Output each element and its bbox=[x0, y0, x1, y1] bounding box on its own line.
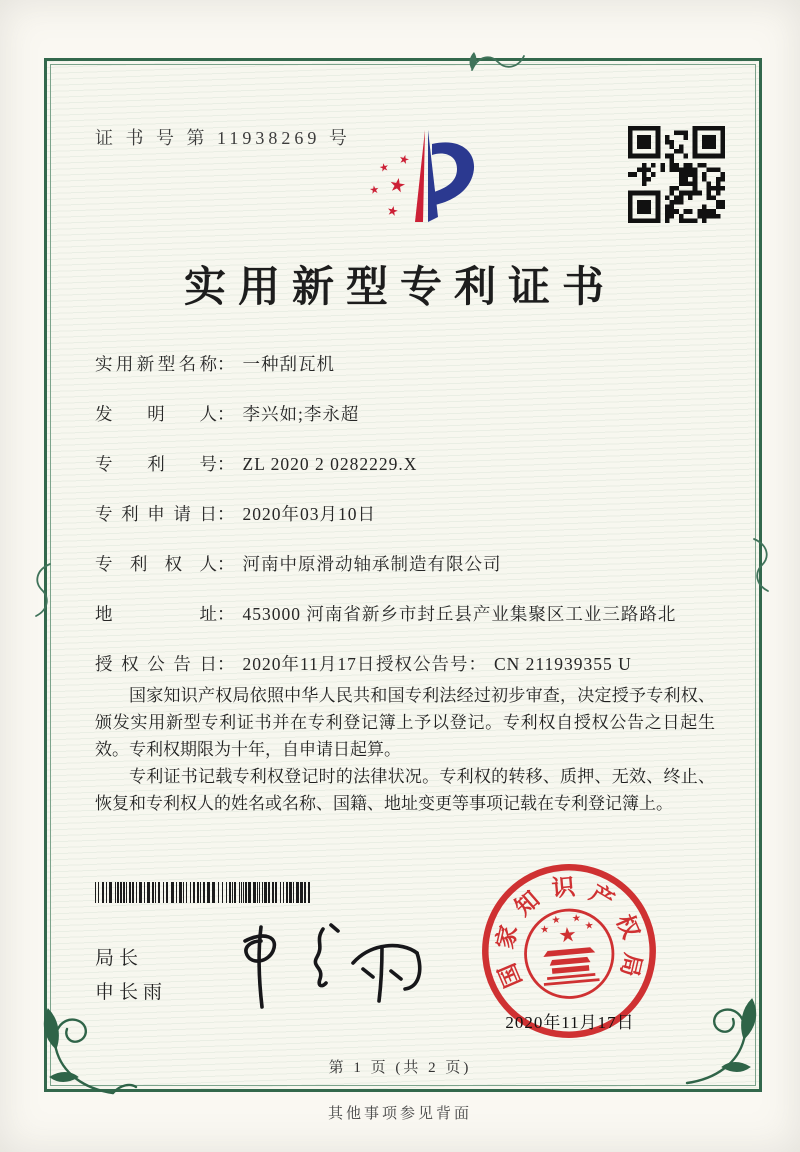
field-row-name bbox=[95, 352, 715, 376]
seal-char: 产 bbox=[584, 880, 619, 915]
field-value: 李兴如;李永超 bbox=[242, 404, 360, 424]
svg-text:★: ★ bbox=[551, 914, 562, 927]
seal-date: 2020年11月17日 bbox=[505, 1013, 635, 1032]
edge-ornament-top-icon bbox=[468, 46, 528, 82]
svg-text:★: ★ bbox=[571, 913, 582, 925]
legal-paragraph-2: 专利证书记载专利权登记时的法律状况。专利权的转移、质押、无效、终止、恢复和专利权人的姓名或名称、国籍、地址变更等事项记载在专利登记簿上。 bbox=[95, 767, 715, 813]
colon: ： bbox=[217, 504, 235, 524]
svg-text:★: ★ bbox=[397, 151, 412, 168]
legal-paragraph-1: 国家知识产权局依照中华人民共和国专利法经过初步审查，决定授予专利权、颁发实用新型专利证书并在专利登记簿上予以登记。专利权自授权公告之日起生效。专利权期限为十年，自申请日起算。 bbox=[95, 686, 715, 759]
seal-char: 知 bbox=[510, 886, 545, 922]
colon: ： bbox=[217, 454, 235, 474]
field-label: 发明人 bbox=[95, 404, 217, 424]
svg-text:★: ★ bbox=[539, 924, 550, 936]
corner-flourish-bottom-right-icon bbox=[662, 975, 782, 1095]
field-label: 专利号 bbox=[95, 454, 217, 474]
colon: ： bbox=[217, 554, 235, 574]
colon: ： bbox=[468, 654, 486, 674]
field-row-grant bbox=[95, 652, 715, 676]
seal-char: 识 bbox=[550, 874, 577, 903]
director-name: 申长雨 bbox=[95, 982, 168, 1003]
certificate-title: 实用新型专利证书 bbox=[183, 265, 616, 311]
field-row-patent-no bbox=[95, 452, 715, 476]
svg-text:★: ★ bbox=[584, 920, 595, 933]
field-value: 453000 河南省新乡市封丘县产业集聚区工业三路路北 bbox=[242, 604, 677, 624]
field-value: ZL 2020 2 0282229.X bbox=[242, 454, 418, 474]
director-title: 局长 bbox=[95, 948, 144, 969]
field-value: CN 211939355 U bbox=[494, 654, 632, 674]
field-label: 地址 bbox=[95, 604, 217, 624]
field-grant-date bbox=[95, 652, 376, 676]
certificate-number: 证 书 号 第 11938269 号 bbox=[95, 128, 351, 148]
field-label: 授权公告日 bbox=[95, 654, 217, 674]
colon: ： bbox=[217, 654, 235, 674]
svg-text:★: ★ bbox=[385, 203, 400, 221]
seal-char: 局 bbox=[615, 950, 646, 980]
barcode bbox=[95, 882, 313, 903]
svg-text:★: ★ bbox=[368, 182, 381, 197]
svg-text:★: ★ bbox=[377, 160, 391, 175]
svg-text:★: ★ bbox=[557, 922, 578, 948]
seal-char: 国 bbox=[494, 959, 528, 991]
field-label: 专利权人 bbox=[95, 554, 217, 574]
field-value: 2020年03月10日 bbox=[242, 504, 376, 524]
field-row-patentee bbox=[95, 552, 715, 576]
edge-ornament-left-icon bbox=[26, 560, 62, 620]
field-value: 河南中原滑动轴承制造有限公司 bbox=[242, 554, 502, 574]
field-label: 授权公告号 bbox=[376, 654, 469, 674]
field-row-inventor bbox=[95, 402, 715, 426]
field-list bbox=[95, 352, 715, 702]
colon: ： bbox=[217, 354, 235, 374]
cnipa-logo-icon bbox=[328, 122, 478, 240]
field-row-address bbox=[95, 602, 715, 626]
director-block bbox=[95, 942, 167, 1010]
legal-text bbox=[95, 682, 715, 817]
qr-code bbox=[628, 126, 725, 223]
field-grant-number bbox=[376, 652, 632, 676]
colon: ： bbox=[217, 404, 235, 424]
back-note: 其他事项参见背面 bbox=[327, 1106, 472, 1122]
seal-char: 家 bbox=[492, 922, 523, 952]
national-emblem-icon bbox=[522, 906, 617, 1001]
field-row-filing-date bbox=[95, 502, 715, 526]
director-signature-icon bbox=[225, 915, 435, 1015]
colon: ： bbox=[217, 604, 235, 624]
field-label: 专利申请日 bbox=[95, 504, 217, 524]
edge-ornament-right-icon bbox=[742, 535, 778, 595]
field-label: 实用新型名称 bbox=[95, 354, 217, 374]
svg-text:★: ★ bbox=[387, 173, 408, 198]
field-value: 一种刮瓦机 bbox=[242, 354, 335, 374]
field-value: 2020年11月17日 bbox=[242, 654, 376, 674]
page-number: 第 1 页 (共 2 页) bbox=[328, 1060, 472, 1076]
seal-char: 权 bbox=[610, 911, 644, 943]
